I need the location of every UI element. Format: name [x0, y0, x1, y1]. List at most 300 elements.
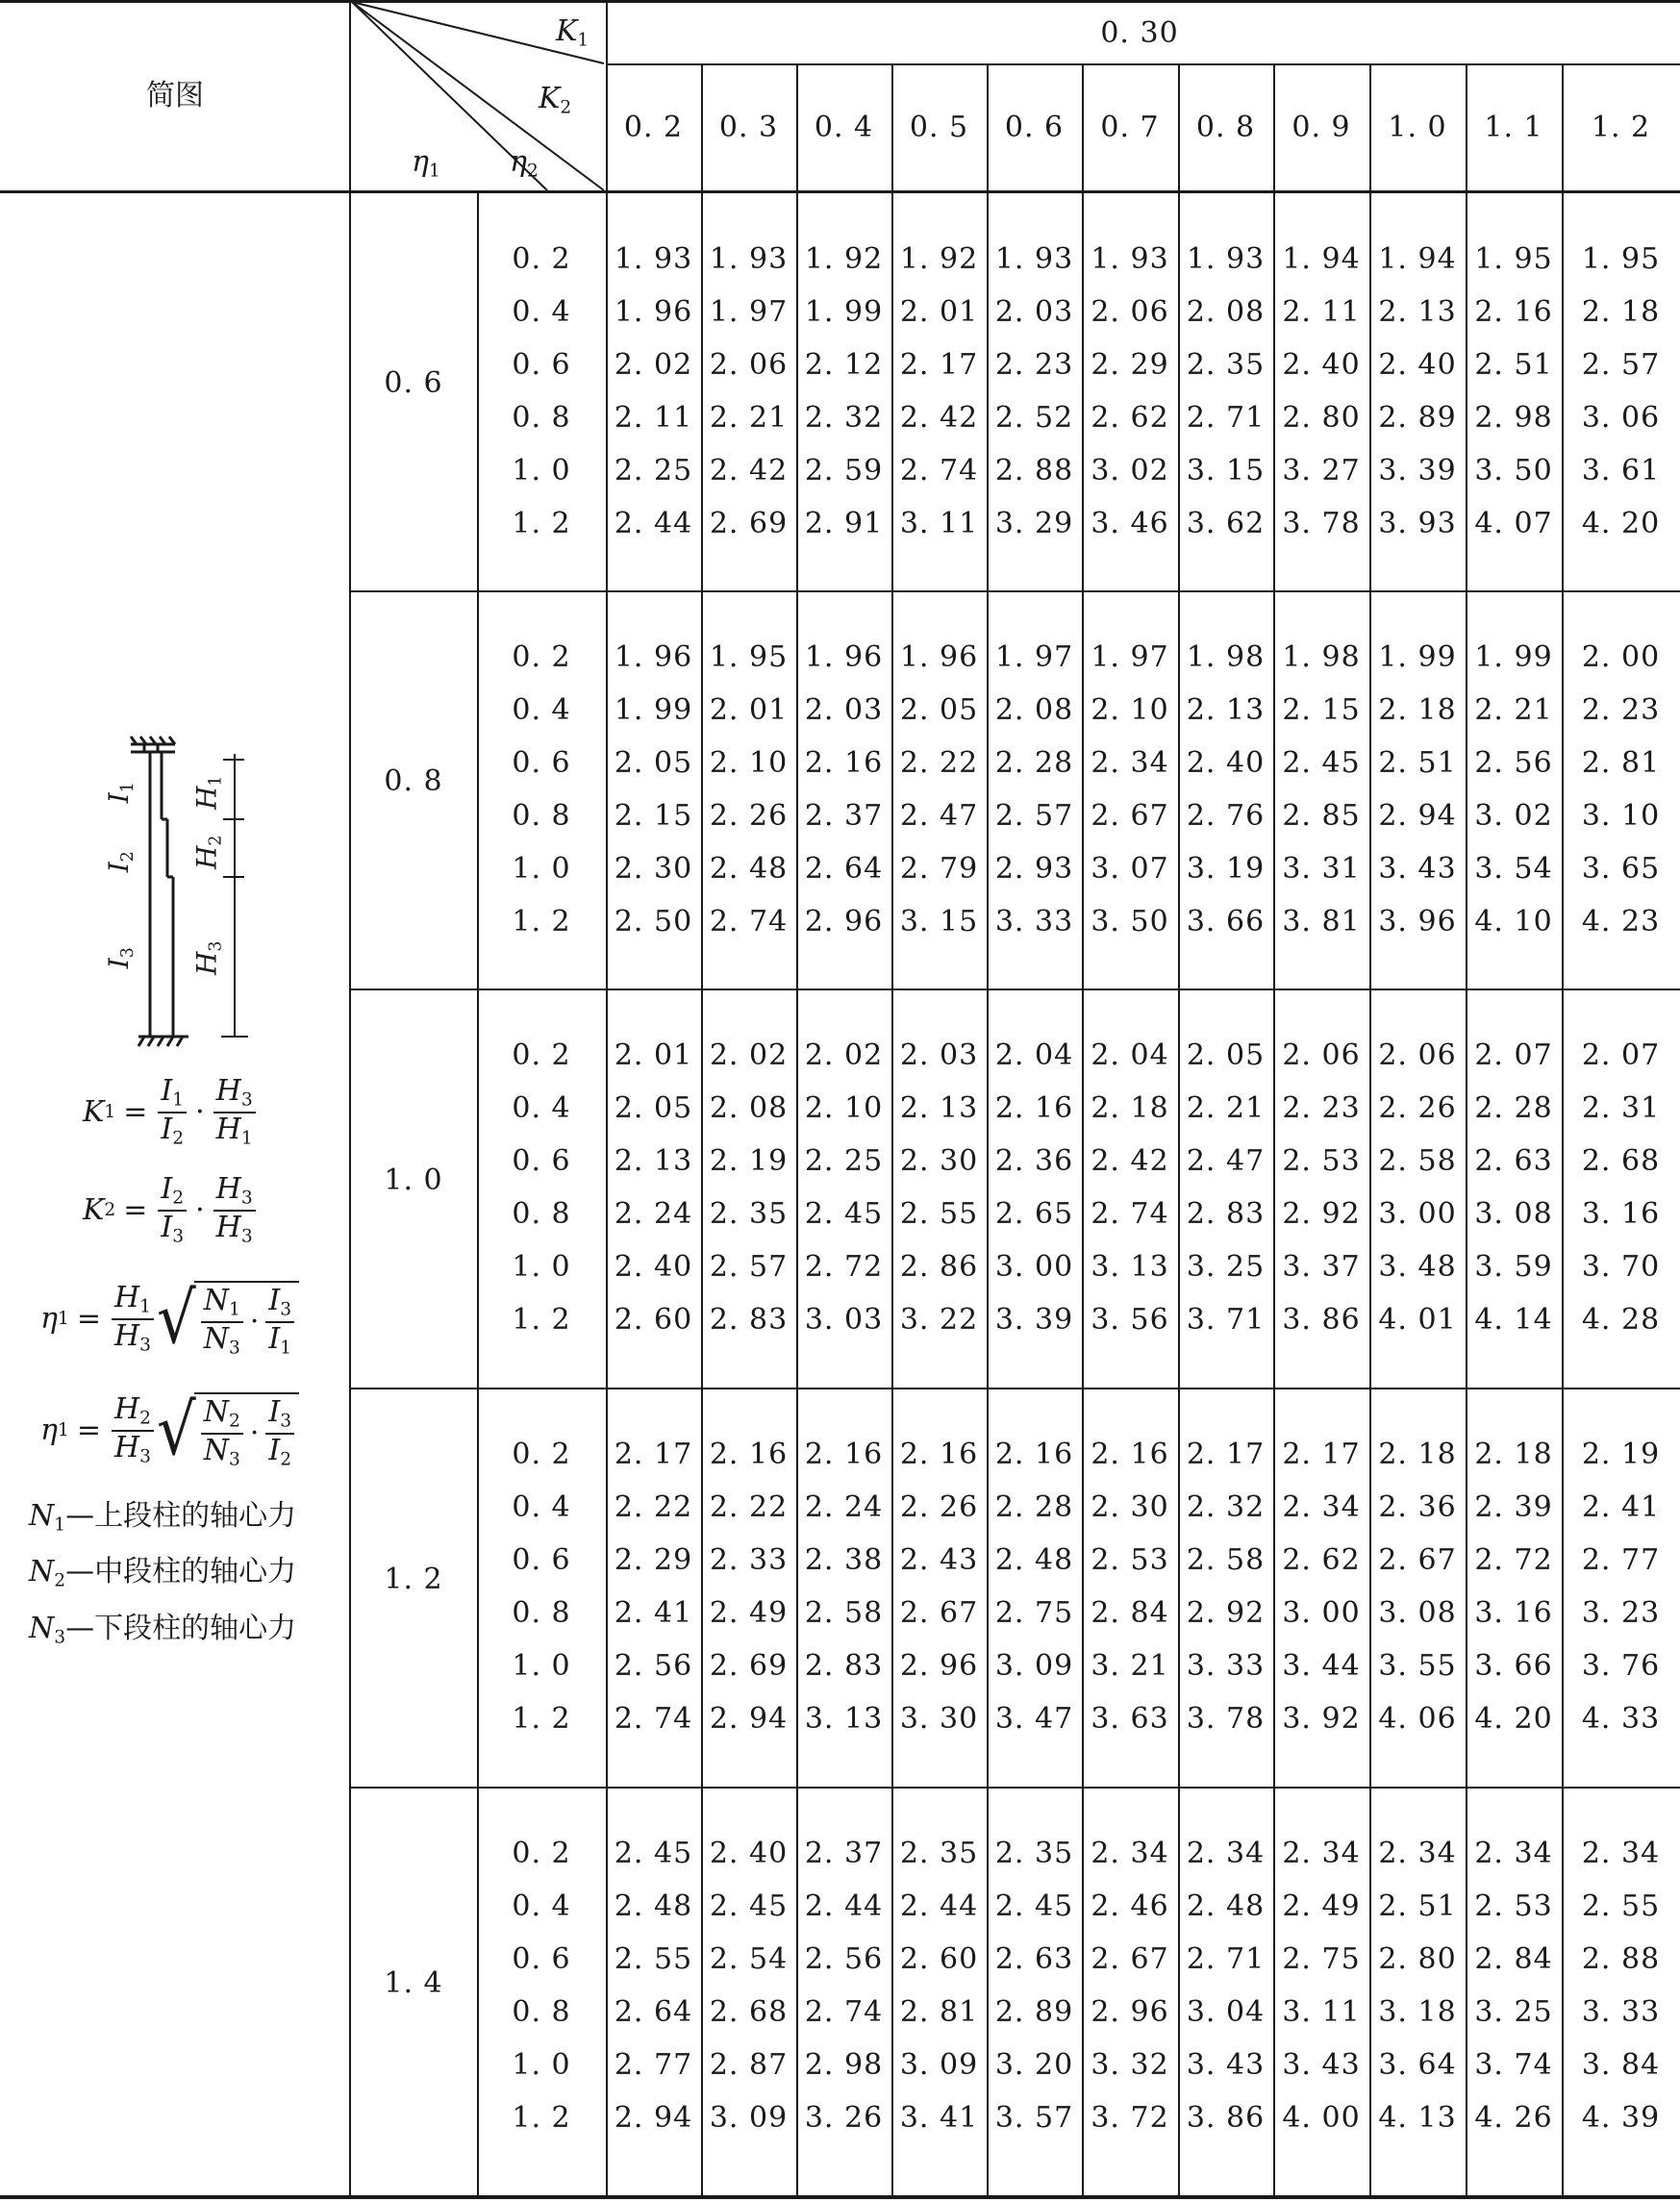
table-cell: 2. 42: [899, 401, 979, 435]
table-cell: 1. 98: [1186, 640, 1266, 674]
table-cell: 1. 96: [899, 640, 979, 674]
table-cell: 2. 77: [1581, 1543, 1661, 1577]
table-cell: 2. 16: [1474, 295, 1553, 329]
table-cell: 2. 35: [899, 1837, 979, 1870]
table-cell: 3. 56: [1091, 1303, 1169, 1337]
group-separator-rule: [350, 590, 1680, 592]
table-cell: 3. 11: [1282, 1995, 1361, 2029]
table-cell: 3. 71: [1186, 1303, 1266, 1337]
table-cell: 3. 65: [1581, 852, 1661, 886]
table-cell: 2. 83: [709, 1303, 789, 1337]
table-cell: 2. 30: [899, 1144, 979, 1178]
table-cell: 2. 02: [804, 1038, 884, 1072]
eta2-value: 1. 0: [512, 454, 571, 488]
table-cell: 1. 96: [804, 640, 884, 674]
table-cell: 2. 80: [1282, 401, 1361, 435]
table-cell: 2. 25: [614, 454, 693, 488]
table-cell: 2. 87: [709, 2048, 789, 2082]
table-cell: 2. 91: [804, 507, 884, 540]
table-cell: 2. 40: [1186, 746, 1266, 780]
table-cell: 2. 62: [1091, 401, 1169, 435]
table-cell: 2. 46: [1091, 1889, 1169, 1923]
value-column-rule: [796, 63, 798, 2199]
table-cell: 3. 09: [994, 1649, 1074, 1683]
table-cell: 3. 44: [1282, 1649, 1361, 1683]
table-cell: 1. 96: [614, 295, 693, 329]
eta2-value: 0. 6: [512, 1543, 571, 1577]
k2-header-cell: 0. 6: [1004, 111, 1065, 144]
table-cell: 2. 07: [1474, 1038, 1553, 1072]
table-cell: 2. 41: [1581, 1490, 1661, 1524]
table-cell: 2. 17: [899, 348, 979, 382]
group-separator-rule: [350, 1787, 1680, 1789]
eta2-value: 0. 8: [512, 1197, 571, 1231]
table-cell: 2. 44: [614, 507, 693, 540]
h2-label: $H_2$: [190, 835, 226, 870]
table-cell: 2. 50: [614, 905, 693, 938]
table-cell: 2. 60: [614, 1303, 693, 1337]
table-cell: 2. 69: [709, 1649, 789, 1683]
note-n3: $N_3—$下段柱的轴心力: [29, 1612, 297, 1648]
table-cell: 1. 99: [1378, 640, 1457, 674]
table-cell: 3. 06: [1581, 401, 1661, 435]
formula-k1: K 1 = $\frac{I_1}{I_2}$ · $\frac{H_3}{H_1}$: [83, 1077, 259, 1148]
table-cell: 3. 20: [994, 2048, 1074, 2082]
table-cell: 2. 45: [1282, 746, 1361, 780]
eta2-value: 0. 2: [512, 1038, 571, 1072]
table-cell: 2. 26: [709, 799, 789, 833]
table-cell: 1. 98: [1282, 640, 1361, 674]
table-cell: 2. 11: [1282, 295, 1361, 329]
table-cell: 2. 67: [1091, 1942, 1169, 1976]
table-cell: 3. 59: [1474, 1250, 1553, 1284]
group-separator-rule: [350, 1388, 1680, 1389]
table-cell: 3. 26: [804, 2101, 884, 2135]
table-cell: 2. 36: [994, 1144, 1074, 1178]
table-cell: 2. 55: [899, 1197, 979, 1231]
h1-label: $H_1$: [190, 775, 226, 811]
eta2-value: 1. 2: [512, 1702, 571, 1736]
table-cell: 3. 62: [1186, 507, 1266, 540]
eta1-value: 1. 2: [384, 1562, 443, 1596]
table-cell: 4. 20: [1474, 1702, 1553, 1736]
table-cell: 2. 01: [899, 295, 979, 329]
table-cell: 3. 93: [1378, 507, 1457, 540]
table-cell: 3. 57: [994, 2101, 1074, 2135]
value-column-rule: [1178, 63, 1180, 2199]
table-cell: 2. 45: [709, 1889, 789, 1923]
table-cell: 2. 05: [614, 746, 693, 780]
table-cell: 2. 13: [1186, 693, 1266, 727]
table-cell: 2. 24: [614, 1197, 693, 1231]
table-cell: 3. 11: [899, 507, 979, 540]
table-cell: 3. 29: [994, 507, 1074, 540]
table-cell: 3. 09: [899, 2048, 979, 2082]
table-cell: 2. 57: [1581, 348, 1661, 382]
eta2-value: 0. 8: [512, 1596, 571, 1630]
table-cell: 2. 64: [804, 852, 884, 886]
table-cell: 3. 86: [1186, 2101, 1266, 2135]
table-cell: 4. 01: [1378, 1303, 1457, 1337]
table-cell: 4. 14: [1474, 1303, 1553, 1337]
group-separator-rule: [350, 988, 1680, 990]
table-cell: 2. 06: [1282, 1038, 1361, 1072]
eta2-column-rule: [477, 192, 479, 2199]
table-cell: 2. 06: [709, 348, 789, 382]
table-cell: 2. 43: [899, 1543, 979, 1577]
table-cell: 2. 96: [804, 905, 884, 938]
table-cell: 2. 58: [1378, 1144, 1457, 1178]
eta2-value: 0. 2: [512, 1837, 571, 1870]
table-cell: 1. 99: [614, 693, 693, 727]
table-cell: 3. 00: [994, 1250, 1074, 1284]
eta2-value: 0. 8: [512, 401, 571, 435]
table-cell: 3. 32: [1091, 2048, 1169, 2082]
table-cell: 2. 08: [1186, 295, 1266, 329]
table-cell: 2. 94: [709, 1702, 789, 1736]
table-cell: 2. 42: [1091, 1144, 1169, 1178]
table-cell: 2. 33: [709, 1543, 789, 1577]
table-cell: 2. 53: [1282, 1144, 1361, 1178]
table-cell: 2. 16: [804, 1438, 884, 1471]
eta2-value: 0. 6: [512, 1144, 571, 1178]
eta1-value: 1. 0: [384, 1163, 443, 1197]
table-cell: 2. 06: [1378, 1038, 1457, 1072]
table-cell: 2. 49: [1282, 1889, 1361, 1923]
table-cell: 2. 10: [1091, 693, 1169, 727]
table-cell: 1. 97: [1091, 640, 1169, 674]
table-cell: 3. 23: [1581, 1596, 1661, 1630]
table-cell: 3. 37: [1282, 1250, 1361, 1284]
table-cell: 3. 07: [1091, 852, 1169, 886]
table-cell: 2. 13: [899, 1091, 979, 1125]
table-cell: 1. 94: [1378, 242, 1457, 276]
value-column-rule: [606, 0, 608, 2199]
table-cell: 1. 93: [614, 242, 693, 276]
table-cell: 2. 93: [994, 852, 1074, 886]
eta2-value: 0. 2: [512, 242, 571, 276]
table-cell: 2. 08: [709, 1091, 789, 1125]
table-cell: 3. 92: [1282, 1702, 1361, 1736]
table-cell: 3. 76: [1581, 1649, 1661, 1683]
table-cell: 3. 78: [1282, 507, 1361, 540]
formula-eta2: η 1 = $\frac{H_2}{H_3}$ √ $\frac{N_2}{N_3}$ · $\frac{I_3}{I_2}$: [40, 1392, 299, 1469]
table-cell: 3. 39: [994, 1303, 1074, 1337]
eta2-value: 1. 0: [512, 2048, 571, 2082]
table-cell: 2. 67: [899, 1596, 979, 1630]
table-cell: 2. 74: [614, 1702, 693, 1736]
table-cell: 2. 16: [899, 1438, 979, 1471]
table-cell: 3. 02: [1474, 799, 1553, 833]
table-cell: 2. 30: [614, 852, 693, 886]
table-cell: 2. 92: [1186, 1596, 1266, 1630]
table-cell: 2. 51: [1474, 348, 1553, 382]
eta2-value: 0. 4: [512, 693, 571, 727]
table-cell: 2. 88: [994, 454, 1074, 488]
k2-header-cell: 0. 4: [814, 111, 874, 144]
table-cell: 3. 81: [1282, 905, 1361, 938]
table-cell: 2. 31: [1581, 1091, 1661, 1125]
value-column-rule: [701, 63, 703, 2199]
table-cell: 2. 83: [804, 1649, 884, 1683]
table-cell: 3. 84: [1581, 2048, 1661, 2082]
table-cell: 3. 66: [1186, 905, 1266, 938]
eta2-value: 0. 2: [512, 640, 571, 674]
table-cell: 4. 13: [1378, 2101, 1457, 2135]
table-cell: 3. 66: [1474, 1649, 1553, 1683]
table-cell: 2. 42: [709, 454, 789, 488]
table-cell: 2. 16: [709, 1438, 789, 1471]
table-cell: 2. 56: [804, 1942, 884, 1976]
table-cell: 3. 50: [1474, 454, 1553, 488]
table-cell: 1. 95: [1474, 242, 1553, 276]
table-cell: 2. 10: [709, 746, 789, 780]
diagram-column-rule: [349, 0, 351, 2199]
table-cell: 2. 17: [1282, 1438, 1361, 1471]
table-cell: 2. 45: [614, 1837, 693, 1870]
table-cell: 2. 89: [1378, 401, 1457, 435]
table-cell: 2. 18: [1378, 1438, 1457, 1471]
table-cell: 2. 32: [1186, 1490, 1266, 1524]
table-cell: 1. 97: [994, 640, 1074, 674]
table-cell: 2. 28: [994, 746, 1074, 780]
table-cell: 2. 34: [1282, 1837, 1361, 1870]
table-cell: 2. 06: [1091, 295, 1169, 329]
table-cell: 4. 39: [1581, 2101, 1661, 2135]
k2-header-cell: 1. 0: [1388, 111, 1447, 144]
table-cell: 3. 08: [1378, 1596, 1457, 1630]
table-cell: 2. 16: [804, 746, 884, 780]
table-cell: 2. 25: [804, 1144, 884, 1178]
table-cell: 2. 34: [1091, 1837, 1169, 1870]
table-cell: 2. 02: [709, 1038, 789, 1072]
table-cell: 3. 74: [1474, 2048, 1553, 2082]
table-cell: 4. 33: [1581, 1702, 1661, 1736]
table-cell: 3. 43: [1186, 2048, 1266, 2082]
eta2-value: 0. 6: [512, 348, 571, 382]
table-cell: 2. 56: [614, 1649, 693, 1683]
table-cell: 3. 54: [1474, 852, 1553, 886]
table-cell: 3. 46: [1091, 507, 1169, 540]
table-cell: 2. 48: [614, 1889, 693, 1923]
eta1-value: 0. 8: [384, 764, 443, 798]
formula-eta1: η 1 = $\frac{H_1}{H_3}$ √ $\frac{N_1}{N_3}$ · $\frac{I_3}{I_1}$: [40, 1281, 299, 1358]
table-top-rule: [0, 0, 1680, 3]
table-cell: 2. 62: [1282, 1543, 1361, 1577]
table-cell: 2. 81: [1581, 746, 1661, 780]
table-cell: 3. 16: [1474, 1596, 1553, 1630]
eta2-value: 1. 2: [512, 905, 571, 938]
table-cell: 2. 68: [709, 1995, 789, 2029]
table-cell: 3. 61: [1581, 454, 1661, 488]
table-cell: 2. 00: [1581, 640, 1661, 674]
table-cell: 2. 01: [614, 1038, 693, 1072]
table-cell: 2. 28: [994, 1490, 1074, 1524]
table-cell: 3. 25: [1186, 1250, 1266, 1284]
table-cell: 2. 34: [1474, 1837, 1553, 1870]
table-cell: 3. 25: [1474, 1995, 1553, 2029]
eta2-value: 0. 8: [512, 799, 571, 833]
table-cell: 1. 96: [614, 640, 693, 674]
table-cell: 2. 47: [1186, 1144, 1266, 1178]
eta2-value: 0. 4: [512, 1490, 571, 1524]
table-cell: 3. 10: [1581, 799, 1661, 833]
k2-header-cell: 1. 2: [1591, 111, 1651, 144]
table-cell: 2. 08: [994, 693, 1074, 727]
table-cell: 1. 93: [1186, 242, 1266, 276]
k2-header-cell: 0. 9: [1291, 111, 1351, 144]
table-cell: 2. 24: [804, 1490, 884, 1524]
table-cell: 2. 32: [804, 401, 884, 435]
eta1-value: 0. 6: [384, 366, 443, 400]
table-cell: 2. 71: [1186, 1942, 1266, 1976]
value-column-rule: [987, 63, 989, 2199]
table-cell: 2. 23: [1581, 693, 1661, 727]
table-cell: 2. 04: [994, 1038, 1074, 1072]
table-cell: 1. 94: [1282, 242, 1361, 276]
table-cell: 2. 63: [1474, 1144, 1553, 1178]
table-cell: 2. 40: [709, 1837, 789, 1870]
table-cell: 2. 13: [614, 1144, 693, 1178]
table-cell: 3. 00: [1378, 1197, 1457, 1231]
k2-header-cell: 0. 8: [1195, 111, 1256, 144]
table-cell: 3. 31: [1282, 852, 1361, 886]
h3-label: $H_3$: [190, 940, 226, 976]
table-cell: 2. 34: [1091, 746, 1169, 780]
table-cell: 2. 92: [1282, 1197, 1361, 1231]
table-cell: 3. 27: [1282, 454, 1361, 488]
note-n1: $N_1—$上段柱的轴心力: [29, 1499, 297, 1536]
table-cell: 2. 79: [899, 852, 979, 886]
table-cell: 2. 18: [1474, 1438, 1553, 1471]
table-cell: 3. 55: [1378, 1649, 1457, 1683]
table-cell: 1. 95: [709, 640, 789, 674]
formula-k2: K 2 = $\frac{I_2}{I_3}$ · $\frac{H_3}{H_3}$: [83, 1175, 259, 1246]
table-cell: 2. 75: [994, 1596, 1074, 1630]
table-cell: 2. 19: [709, 1144, 789, 1178]
table-cell: 2. 04: [1091, 1038, 1169, 1072]
table-cell: 2. 74: [1091, 1197, 1169, 1231]
table-cell: 2. 83: [1186, 1197, 1266, 1231]
table-cell: 2. 17: [1186, 1438, 1266, 1471]
table-cell: 2. 74: [899, 454, 979, 488]
table-cell: 3. 41: [899, 2101, 979, 2135]
value-column-rule: [1082, 63, 1084, 2199]
table-cell: 1. 93: [994, 242, 1074, 276]
table-cell: 3. 72: [1091, 2101, 1169, 2135]
eta2-value: 0. 4: [512, 295, 571, 329]
table-cell: 2. 55: [1581, 1889, 1661, 1923]
table-cell: 2. 74: [804, 1995, 884, 2029]
table-cell: 4. 06: [1378, 1702, 1457, 1736]
table-cell: 4. 20: [1581, 507, 1661, 540]
table-cell: 2. 77: [614, 2048, 693, 2082]
table-cell: 2. 21: [1474, 693, 1553, 727]
i1-label: $I_1$: [102, 782, 138, 804]
table-cell: 2. 22: [709, 1490, 789, 1524]
table-cell: 3. 16: [1581, 1197, 1661, 1231]
table-cell: 3. 33: [1581, 1995, 1661, 2029]
diagram-header-label: 简图: [146, 79, 204, 113]
table-cell: 2. 16: [1091, 1438, 1169, 1471]
eta2-value: 0. 6: [512, 1942, 571, 1976]
table-cell: 2. 60: [899, 1942, 979, 1976]
table-cell: 4. 28: [1581, 1303, 1661, 1337]
table-cell: 2. 55: [614, 1942, 693, 1976]
table-cell: 2. 44: [899, 1889, 979, 1923]
table-cell: 3. 86: [1282, 1303, 1361, 1337]
table-cell: 4. 00: [1282, 2101, 1361, 2135]
eta1-header-label: $\eta_1$: [412, 145, 440, 182]
table-cell: 2. 18: [1091, 1091, 1169, 1125]
table-cell: 2. 15: [614, 799, 693, 833]
table-cell: 2. 36: [1378, 1490, 1457, 1524]
table-cell: 2. 35: [709, 1197, 789, 1231]
table-cell: 2. 35: [994, 1837, 1074, 1870]
table-cell: 2. 89: [994, 1995, 1074, 2029]
table-cell: 2. 71: [1186, 401, 1266, 435]
table-cell: 3. 47: [994, 1702, 1074, 1736]
value-column-rule: [891, 63, 893, 2199]
table-cell: 2. 18: [1581, 295, 1661, 329]
table-cell: 2. 23: [994, 348, 1074, 382]
table-cell: 3. 43: [1282, 2048, 1361, 2082]
table-cell: 2. 03: [899, 1038, 979, 1072]
table-cell: 3. 18: [1378, 1995, 1457, 2029]
table-cell: 2. 65: [994, 1197, 1074, 1231]
table-cell: 2. 34: [1186, 1837, 1266, 1870]
table-cell: 3. 15: [899, 905, 979, 938]
table-cell: 2. 94: [1378, 799, 1457, 833]
table-cell: 2. 10: [804, 1091, 884, 1125]
table-cell: 2. 58: [804, 1596, 884, 1630]
table-cell: 3. 03: [804, 1303, 884, 1337]
eta2-value: 0. 6: [512, 746, 571, 780]
k2-header-top-rule: [606, 63, 1680, 65]
table-cell: 3. 33: [1186, 1649, 1266, 1683]
table-cell: 2. 28: [1474, 1091, 1553, 1125]
table-cell: 2. 84: [1474, 1942, 1553, 1976]
table-cell: 2. 98: [1474, 401, 1553, 435]
table-cell: 2. 11: [614, 401, 693, 435]
eta2-value: 0. 2: [512, 1438, 571, 1471]
table-cell: 2. 05: [614, 1091, 693, 1125]
table-cell: 1. 99: [804, 295, 884, 329]
table-cell: 2. 76: [1186, 799, 1266, 833]
table-cell: 2. 17: [614, 1438, 693, 1471]
table-cell: 2. 86: [899, 1250, 979, 1284]
table-cell: 2. 72: [804, 1250, 884, 1284]
table-cell: 2. 64: [614, 1995, 693, 2029]
table-cell: 2. 47: [899, 799, 979, 833]
table-cell: 3. 19: [1186, 852, 1266, 886]
table-cell: 3. 96: [1378, 905, 1457, 938]
table-cell: 2. 22: [614, 1490, 693, 1524]
eta2-value: 1. 0: [512, 1649, 571, 1683]
table-cell: 3. 21: [1091, 1649, 1169, 1683]
table-cell: 3. 64: [1378, 2048, 1457, 2082]
table-cell: 2. 54: [709, 1942, 789, 1976]
table-cell: 2. 12: [804, 348, 884, 382]
table-cell: 2. 48: [709, 852, 789, 886]
table-cell: 4. 26: [1474, 2101, 1553, 2135]
table-cell: 2. 39: [1474, 1490, 1553, 1524]
table-cell: 2. 67: [1091, 799, 1169, 833]
k1-header-label: $K_1$: [556, 14, 589, 51]
k2-header-cell: 1. 1: [1484, 111, 1543, 144]
table-cell: 2. 18: [1378, 693, 1457, 727]
table-cell: 2. 85: [1282, 799, 1361, 833]
